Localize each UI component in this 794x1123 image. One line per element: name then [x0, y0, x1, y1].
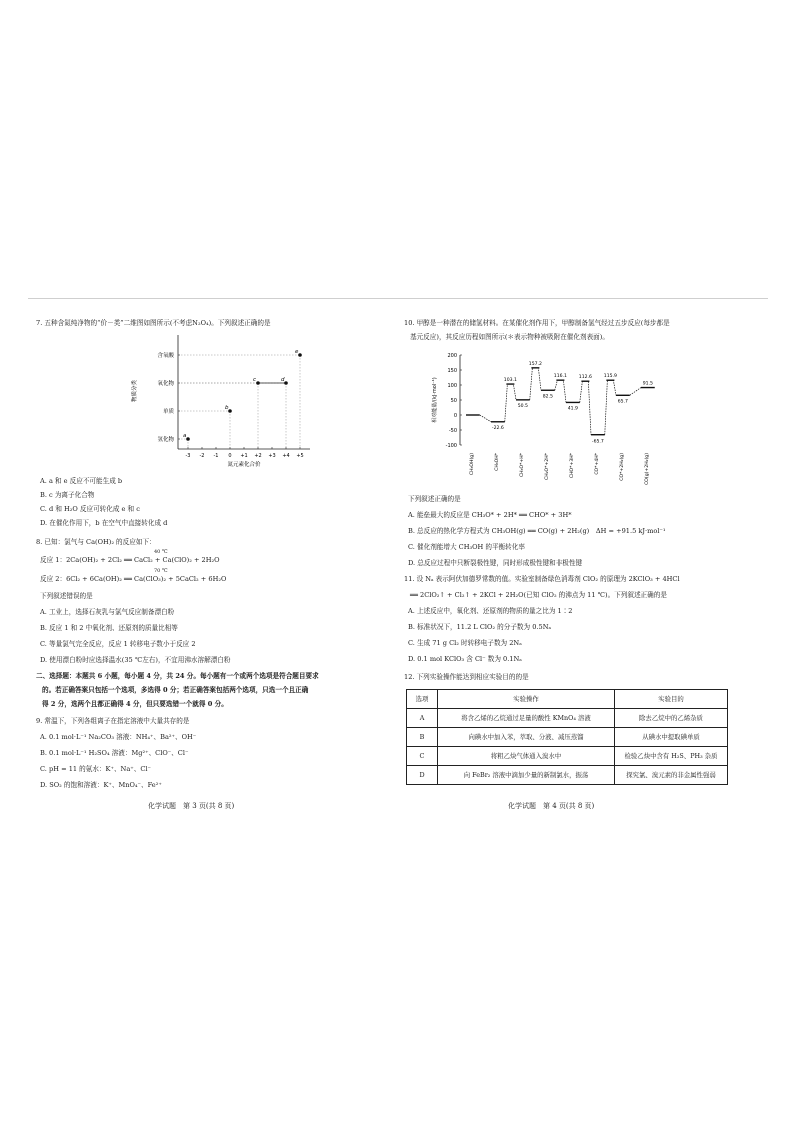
footer-page-4: 化学试题 第 4 页(共 8 页): [508, 802, 595, 810]
x-tick-label: -3: [185, 453, 191, 459]
table-cell: 向 FeBr₂ 溶液中滴加少量的新制氯水，振荡: [438, 766, 615, 785]
transition-path: [605, 380, 616, 434]
species-label: CHO*+3H*: [569, 453, 575, 479]
section2-line1: 二、选择题：本题共 6 小题，每小题 4 分，共 24 分。每小题有一个或两个选项是符合题目要求: [36, 672, 319, 680]
data-point-a: [186, 437, 190, 441]
table-row: [407, 747, 728, 766]
table-header-operation: 实验操作: [438, 690, 615, 709]
q11-option-b: B. 标准状况下，11.2 L ClO₂ 的分子数为 0.5Nₐ: [408, 623, 552, 631]
transition-path: [505, 384, 516, 422]
species-label: CO*+4H*: [594, 453, 600, 475]
q9-option-b: B. 0.1 mol·L⁻¹ H₂SO₄ 溶液：Mg²⁺、ClO⁻、Cl⁻: [40, 749, 189, 757]
q10-option-d: D. 总反应过程中只断裂极性键，同时形成极性键和非极性键: [408, 559, 583, 567]
table-row: [407, 709, 728, 728]
table-header-option: 选项: [407, 690, 438, 709]
y-tick-label: 150: [447, 368, 457, 374]
x-tick-label: +5: [296, 453, 304, 459]
q8-cond2: 70 ℃: [154, 568, 168, 574]
value-label: -65.7: [591, 439, 604, 445]
y-tick-label: 0: [453, 413, 457, 419]
q10-option-a: A. 能垒最大的反应是 CH₃O* + 2H* ══ CHO* + 3H*: [408, 511, 572, 519]
value-label: 41.9: [567, 406, 578, 412]
q7-chart: [118, 331, 338, 471]
q8-option-c: C. 等量氯气完全反应，反应 1 转移电子数小于反应 2: [40, 640, 196, 648]
data-point-e: [298, 353, 302, 357]
connector-path: [480, 415, 491, 422]
table-header-row: [407, 690, 728, 709]
transition-path: [555, 380, 566, 402]
table-row: [407, 728, 728, 747]
data-point-b: [228, 409, 232, 413]
value-label: 50.5: [517, 403, 528, 409]
section2-line2: 的。若正确答案只包括一个选项，多选得 0 分；若正确答案包括两个选项，只选一个且正确: [42, 686, 309, 694]
q8-reaction1: 反应 1：2Ca(OH)₂ + 2Cl₂ ══ CaCl₂ + Ca(ClO)₂ + 2H₂O: [40, 556, 220, 564]
section2-line3: 得 2 分，选两个且都正确得 4 分，但只要选错一个就得 0 分。: [42, 700, 228, 708]
value-label: 103.1: [503, 378, 517, 384]
x-tick-label: +3: [268, 453, 276, 459]
y-tick-label: 氢化物: [157, 437, 174, 443]
q8-option-a: A. 工业上，选择石灰乳与氯气反应制备漂白粉: [40, 608, 175, 616]
value-label: 115.9: [603, 374, 617, 380]
table-cell: 将含乙烯的乙烷通过足量的酸性 KMnO₄ 溶液: [438, 709, 615, 728]
q7-option-d: D. 在催化作用下，b 在空气中直接转化成 d: [40, 519, 168, 527]
q7-option-b: B. c 为离子化合物: [40, 491, 95, 499]
q12-table: [406, 689, 728, 785]
q8-reaction2: 反应 2：6Cl₂ + 6Ca(OH)₂ ══ Ca(ClO₃)₂ + 5CaCl₂ + 6H₂O: [40, 575, 227, 583]
value-label: -22.6: [491, 425, 504, 431]
data-point-c: [256, 381, 260, 385]
point-label-b: b: [225, 405, 229, 411]
q8-option-d: D. 使用漂白粉时应选择温水(35 ℃左右)，不宜用沸水溶解漂白粉: [40, 656, 231, 664]
q11-option-d: D. 0.1 mol KClO₃ 含 Cl⁻ 数为 0.1Nₐ: [408, 655, 522, 663]
value-label: 116.1: [553, 374, 567, 380]
y-tick-label: 200: [447, 353, 457, 359]
point-label-d: d: [281, 377, 285, 383]
species-label: CH₃OH*: [494, 453, 500, 471]
q12-stem: 12. 下列实验操作能达到相应实验目的的是: [404, 673, 529, 681]
q9-option-a: A. 0.1 mol·L⁻¹ Na₂CO₃ 溶液：NH₄⁺、Ba²⁺、OH⁻: [40, 733, 197, 741]
species-label: CO*+2H₂(g): [619, 453, 625, 481]
y-axis-label: 物质分类: [132, 379, 138, 403]
table-cell: D: [407, 766, 438, 785]
x-tick-label: 0: [228, 453, 232, 459]
q7-option-a: A. a 和 e 反应不可能生成 b: [40, 477, 123, 485]
transition-path: [530, 368, 541, 400]
value-label: 157.2: [528, 361, 542, 367]
table-cell: A: [407, 709, 438, 728]
table-cell: 向碘水中加入苯，萃取、分液、减压蒸馏: [438, 728, 615, 747]
q8-ask: 下列叙述错误的是: [40, 592, 93, 600]
table-row: [407, 766, 728, 785]
species-label: CH₂O*+2H*: [544, 453, 550, 480]
x-tick-label: -2: [199, 453, 205, 459]
q10-option-c: C. 催化剂能增大 CH₃OH 的平衡转化率: [408, 543, 525, 551]
y-tick-label: 单质: [162, 409, 174, 415]
table-cell: 探究氯、溴元素的非金属性强弱: [615, 766, 728, 785]
value-label: 112.6: [578, 375, 592, 381]
x-tick-label: -1: [213, 453, 219, 459]
x-axis-label: 氮元素化合价: [227, 462, 261, 468]
q9-option-c: C. pH = 11 的氨水：K⁺、Na⁺、Cl⁻: [40, 765, 151, 773]
q7-stem: 7. 五种含氮纯净物的“价－类”二维图如图所示(不考虑N₂O₄)。下列叙述正确的是: [36, 319, 271, 327]
q10-stem-line2: 基元反应)，其反应历程如图所示(＊表示物种被吸附在催化剂表面)。: [410, 333, 609, 341]
point-label-a: a: [183, 433, 187, 439]
q10-chart: [424, 349, 674, 499]
x-tick-label: +2: [254, 453, 262, 459]
x-tick-label: +1: [240, 453, 248, 459]
q9-stem: 9. 常温下，下列各组离子在指定溶液中大量共存的是: [36, 717, 190, 725]
y-axis-label: 相对能量/(kJ·mol⁻¹): [432, 377, 438, 423]
table-cell: C: [407, 747, 438, 766]
point-label-c: c: [253, 377, 257, 383]
table-cell: 从碘水中提取碘单质: [615, 728, 728, 747]
q10-ask: 下列叙述正确的是: [408, 495, 461, 503]
point-label-e: e: [295, 349, 299, 355]
q8-option-b: B. 反应 1 和 2 中氧化剂、还原剂的质量比相等: [40, 624, 178, 632]
value-label: 65.7: [617, 399, 628, 405]
q8-stem: 8. 已知：氯气与 Ca(OH)₂ 的反应如下：: [36, 538, 156, 546]
footer-page-3: 化学试题 第 3 页(共 8 页): [148, 802, 235, 810]
table-header-purpose: 实验目的: [615, 690, 728, 709]
exam-sheet: [28, 298, 768, 821]
table-cell: 将粗乙炔气体通入溴水中: [438, 747, 615, 766]
species-label: CH₃OH(g): [469, 453, 475, 476]
y-tick-label: 100: [447, 383, 457, 389]
connector-path: [630, 388, 641, 396]
q9-option-d: D. SO₂ 的饱和溶液：K⁺、MnO₄⁻、Fe²⁺: [40, 781, 162, 789]
y-tick-label: 50: [450, 398, 457, 404]
species-label: CH₃O*+H*: [519, 453, 525, 478]
x-tick-label: +4: [282, 453, 290, 459]
q8-cond1: 40 ℃: [154, 549, 168, 555]
table-cell: 除去乙烷中的乙烯杂质: [615, 709, 728, 728]
value-label: 82.5: [542, 394, 553, 400]
y-tick-label: 含氧酸: [157, 353, 174, 359]
q11-stem-line1: 11. 设 Nₐ 表示阿伏加德罗常数的值。实验室制备绿色消毒剂 ClO₂ 的原理为 2KClO₃ + 4HCl: [404, 575, 680, 583]
q11-option-a: A. 上述反应中，氧化剂、还原剂的物质的量之比为 1∶2: [408, 607, 573, 615]
transition-path: [580, 381, 591, 434]
q10-option-b: B. 总反应的热化学方程式为 CH₃OH(g) ══ CO(g) + 2H₂(g) ΔH = +91.5 kJ·mol⁻¹: [408, 527, 666, 535]
q11-option-c: C. 生成 71 g Cl₂ 时转移电子数为 2Nₐ: [408, 639, 522, 647]
species-label: CO(g)+2H₂(g): [644, 453, 650, 485]
table-cell: 检验乙炔中含有 H₂S、PH₃ 杂质: [615, 747, 728, 766]
table-cell: B: [407, 728, 438, 747]
y-tick-label: 氧化物: [157, 381, 174, 387]
y-tick-label: -100: [445, 443, 457, 449]
y-tick-label: -50: [448, 428, 457, 434]
data-point-d: [284, 381, 288, 385]
q7-option-c: C. d 和 H₂O 反应可转化成 e 和 c: [40, 505, 140, 513]
value-label: 91.5: [642, 381, 653, 387]
q11-stem-line2: ══ 2ClO₂↑ + Cl₂↑ + 2KCl + 2H₂O(已知 ClO₂ 的沸点为 11 ℃)。下列叙述正确的是: [410, 591, 667, 599]
q10-stem-line1: 10. 甲醇是一种潜在的储氢材料。在某催化剂作用下，甲醇制备氢气经过五步反应(每步都是: [404, 319, 670, 327]
